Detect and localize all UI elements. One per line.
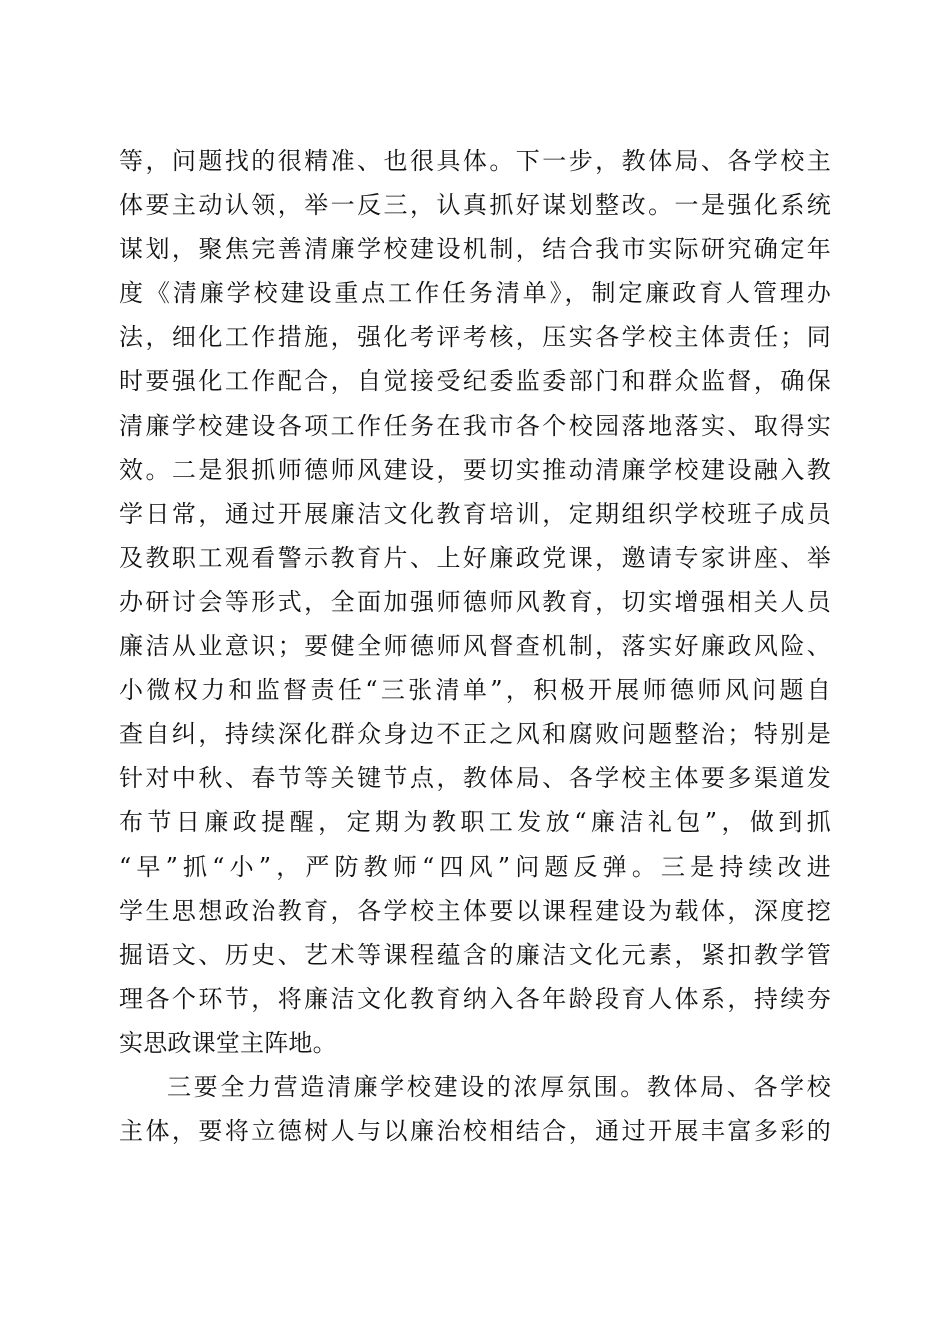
text-line: 办研讨会等形式，全面加强师德师风教育，切实增强相关人员 [119, 587, 831, 616]
text-line: 小微权力和监督责任“三张清单”，积极开展师德师风问题自 [119, 676, 831, 705]
text-line: 廉洁从业意识；要健全师德师风督查机制，落实好廉政风险、 [119, 632, 831, 661]
text-line: 度《清廉学校建设重点工作任务清单》，制定廉政育人管理办 [119, 279, 831, 308]
text-line: 效。二是狠抓师德师风建设，要切实推动清廉学校建设融入教 [119, 455, 831, 484]
text-line: 掘语文、历史、艺术等课程蕴含的廉洁文化元素，紧扣教学管 [119, 940, 831, 969]
text-line: 布节日廉政提醒，定期为教职工发放“廉洁礼包”，做到抓 [119, 808, 831, 837]
text-line: 学日常，通过开展廉洁文化教育培训，定期组织学校班子成员 [119, 499, 831, 528]
text-line: 等，问题找的很精准、也很具体。下一步，教体局、各学校主 [119, 147, 831, 175]
text-line: 法，细化工作措施，强化考评考核，压实各学校主体责任；同 [119, 323, 831, 352]
paragraph-end-line: 实思政课堂主阵地。 [119, 1028, 337, 1057]
text-line: “早”抓“小”，严防教师“四风”问题反弹。三是持续改进 [119, 852, 831, 881]
text-line: 体要主动认领，举一反三，认真抓好谋划整改。一是强化系统 [119, 191, 831, 220]
text-line: 主体，要将立德树人与以廉治校相结合，通过开展丰富多彩的 [119, 1117, 831, 1146]
text-line: 及教职工观看警示教育片、上好廉政党课，邀请专家讲座、举 [119, 543, 831, 572]
text-line: 针对中秋、春节等关键节点，教体局、各学校主体要多渠道发 [119, 764, 831, 793]
text-line: 查自纠，持续深化群众身边不正之风和腐败问题整治；特别是 [119, 720, 831, 749]
text-line: 清廉学校建设各项工作任务在我市各个校园落地落实、取得实 [119, 411, 831, 440]
text-line: 理各个环节，将廉洁文化教育纳入各年龄段育人体系，持续夯 [119, 984, 831, 1013]
text-line: 学生思想政治教育，各学校主体要以课程建设为载体，深度挖 [119, 896, 831, 925]
text-line: 谋划，聚焦完善清廉学校建设机制，结合我市实际研究确定年 [119, 235, 831, 264]
body-text [119, 139, 831, 1153]
text-line: 时要强化工作配合，自觉接受纪委监委部门和群众监督，确保 [119, 367, 831, 396]
paragraph-start-line: 三要全力营造清廉学校建设的浓厚氛围。教体局、各学校 [167, 1072, 831, 1101]
